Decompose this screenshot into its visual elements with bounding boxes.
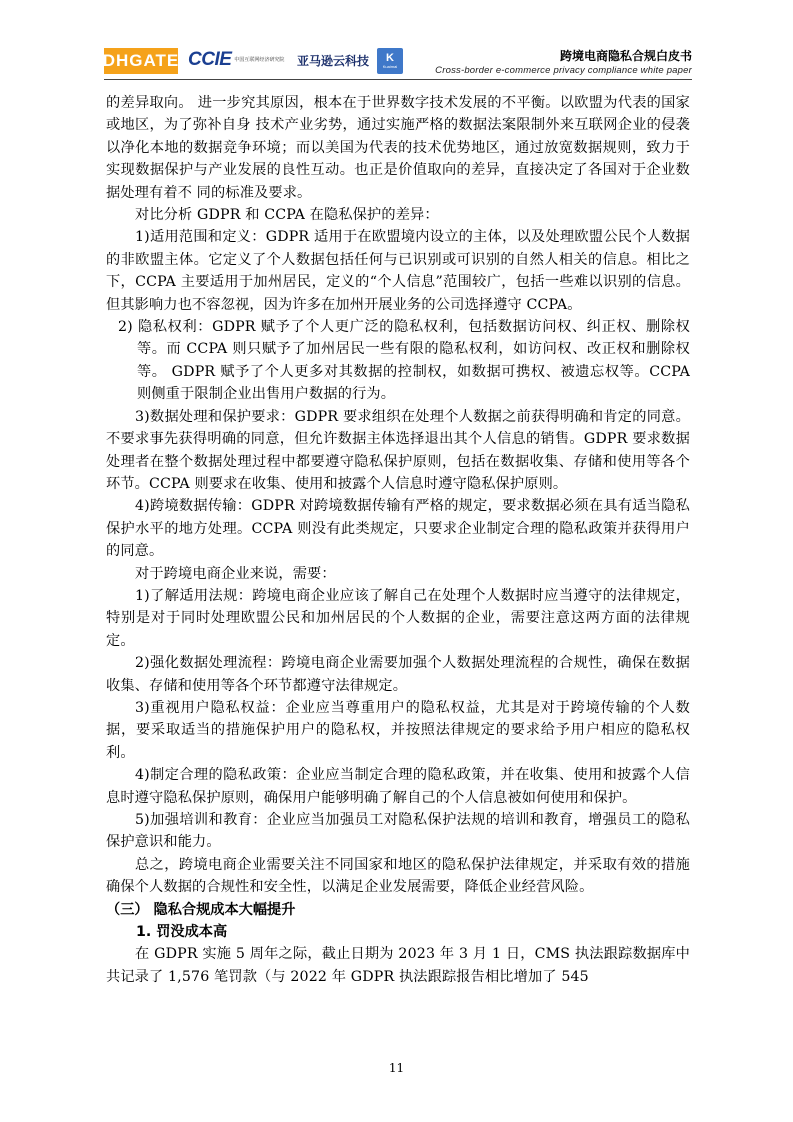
list-item-understand-laws: 1)了解适用法规：跨境电商企业应该了解自己在处理个人数据时应当遵守的法律规定，特别是对于同时处理欧盟公民和加州居民的个人数据的企业，需要注意这两方面的法律规定。: [106, 587, 690, 649]
document-title-en: Cross-border e-commerce privacy compliance white paper: [435, 65, 692, 76]
list-item-privacy-rights: 2) 隐私权利：GDPR 赋予了个人更广泛的隐私权利，包括数据访问权、纠正权、删除权等。而 CCPA 则只赋予了加州居民一些有限的隐私权利，如访问权、改正权和删除权等。 GDPR 赋予了个人更多对其数据的控制权，如数据可携权、被遗忘权等。CCPA 则侧重于限制企业出售用户数据的行为。: [118, 319, 690, 403]
paragraph-value-orientation: 的差异取向。 进一步究其原因，根本在于世界数字技术发展的不平衡。以欧盟为代表的国家或地区，为了弥补自身 技术产业劣势，通过实施严格的数据法案限制外来互联网企业的侵袭以净化本地的数据竞争环境；而以美国为代表的技术优势地区，通过放宽数据规则，致力于实现数据保护与产业发展的良性互动。也正是价值取向的差异，直接决定了各国对于企业数据处理有着不 同的标准及要求。: [106, 95, 690, 201]
list-item-training: 5)加强培训和教育：企业应当加强员工对隐私保护法规的培训和教育，增强员工的隐私保护意识和能力。: [106, 812, 690, 851]
page-number: 11: [388, 1061, 405, 1075]
kuaimai-logo-text: Kuaimai: [382, 63, 398, 69]
paragraph-fines: 在 GDPR 实施 5 周年之际，截止日期为 2023 年 3 月 1 日，CMS 执法跟踪数据库中共记录了 1,576 笔罚款（与 2022 年 GDPR 执法跟踪报告相比增加了 545: [106, 946, 690, 985]
header-divider: [104, 79, 692, 80]
page-body: [106, 92, 690, 988]
paragraph-ecommerce-needs-intro: 对于跨境电商企业来说，需要：: [135, 565, 336, 582]
amazon-cloud-logo-text: 亚马逊云科技: [297, 53, 370, 68]
kuaimai-logo-glyph: K: [386, 51, 394, 64]
list-item-cross-border-transfer: 4)跨境数据传输：GDPR 对跨境数据传输有严格的规定，要求数据必须在具有适当隐私保护水平的地方处理。CCPA 则没有此类规定，只要求企业制定合理的隐私政策并获得用户的同意。: [106, 498, 690, 560]
document-title-cn: 跨境电商隐私合规白皮书: [559, 49, 692, 63]
section-heading: （三） 隐私合规成本大幅提升: [106, 901, 296, 918]
list-item-strengthen-processing: 2)强化数据处理流程：跨境电商企业需要加强个人数据处理流程的合规性，确保在数据收集、存储和使用等各个环节都遵守法律规定。: [106, 655, 690, 694]
paragraph-comparison-intro: 对比分析 GDPR 和 CCPA 在隐私保护的差异：: [135, 207, 439, 224]
kuaimai-logo: [377, 48, 403, 74]
list-item-processing-requirements: 3)数据处理和保护要求：GDPR 要求组织在处理个人数据之前获得明确和肯定的同意。不要求事先获得明确的同意，但允许数据主体选择退出其个人信息的销售。GDPR 要求数据处理者在整个数据处理过程中都要遵守隐私保护原则，包括在数据收集、存储和使用等各个环节。CCPA 则要求在收集、使用和披露个人信息时遵守隐私保护原则。: [106, 408, 690, 492]
paragraph-conclusion: 总之，跨境电商企业需要关注不同国家和地区的隐私保护法律规定，并采取有效的措施确保个人数据的合规性和安全性，以满足企业发展需要，降低企业经营风险。: [106, 856, 690, 896]
ccie-logo: [188, 46, 290, 74]
list-item-scope-definition: 1)适用范围和定义：GDPR 适用于在欧盟境内设立的主体，以及处理欧盟公民个人数据的非欧盟主体。它定义了个人数据包括任何与已识别或可识别的自然人相关的信息。相比之下，CCPA 主要适用于加州居民，定义的“个人信息”范围较广，包括一些难以识别的信息。但其影响力也不容忽视，因为许多在加州开展业务的公司选择遵守 CCPA。: [106, 229, 690, 313]
list-item-user-privacy-rights: 3)重视用户隐私权益：企业应当尊重用户的隐私权益，尤其是对于跨境传输的个人数据，要采取适当的措施保护用户的隐私权，并按照法律规定的要求给予用户相应的隐私权利。: [106, 699, 690, 761]
dhgate-logo: [104, 48, 178, 74]
ccie-logo-subtitle: 中国互联网经济研究院: [234, 57, 285, 63]
dhgate-logo-text: DHGATE: [102, 51, 180, 70]
ccie-logo-mark: CCIE: [188, 49, 232, 70]
list-item-privacy-policy: 4)制定合理的隐私政策：企业应当制定合理的隐私政策，并在收集、使用和披露个人信息时遵守隐私保护原则，确保用户能够明确了解自己的个人信息被如何使用和保护。: [106, 767, 690, 806]
subsection-heading: 1. 罚没成本高: [136, 924, 228, 941]
document-title: [435, 48, 692, 78]
